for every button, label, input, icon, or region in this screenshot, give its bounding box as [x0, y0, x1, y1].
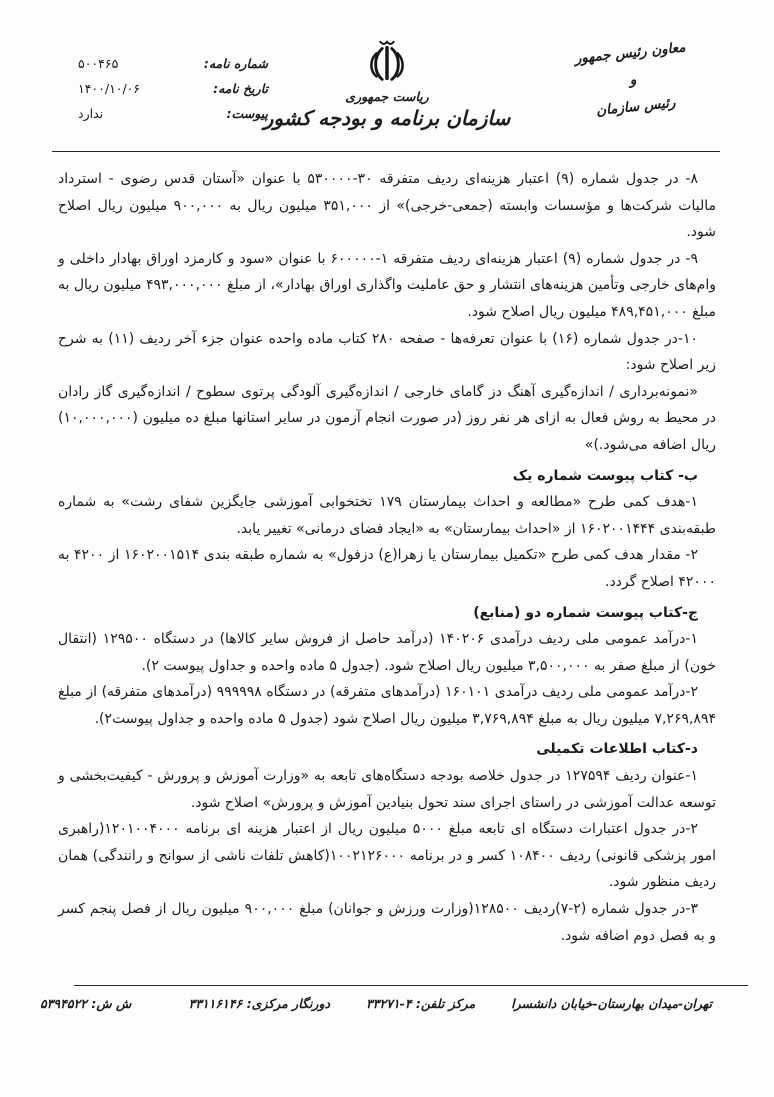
letter-attachment-row [78, 106, 268, 121]
letter-date-label: تاریخ نامه: [213, 81, 268, 96]
organization-name: سازمان برنامه و بودجه کشور [263, 106, 511, 130]
official-title-line: معاون رئیس جمهور [574, 39, 687, 67]
body-paragraph: ۱-درآمد عمومی ملی ردیف درآمدی ۱۴۰۲۰۶ (درآمد حاصل از فروش سایر کالاها) در دستگاه ۱۲۹۵۰۰ (انتقال خون) از مبلغ صفر به ۳,۵۰۰,۰۰۰ میلیون ریال اصلاح شود. (جدول ۵ ماده واحده و جداول پیوست ۲). [58, 631, 716, 674]
letter-date-value: ۱۴۰۰/۱۰/۰۶ [78, 81, 141, 96]
official-title-line: رئیس سازمان [595, 94, 677, 119]
letter-attachment-value: ندارد [78, 106, 104, 121]
body-paragraph: ۲-در جدول اعتبارات دستگاه ای تابعه مبلغ ۵۰۰۰ میلیون ریال از اعتبار هزینه ای برنامه ۱۲۰۱۰۰۴۰۰۰(راهبری امور پزشکی قانونی) ردیف ۱۰۸۴۰۰ کسر و در برنامه ۱۰۰۲۱۲۶۰۰۰(کاهش تلفات ناشی از سوانح و رانندگی) همان ردیف منظور شود. [58, 821, 716, 891]
letter-body [58, 166, 716, 949]
footer-address: تهران-میدان بهارستان-خیابان دانشسرا [511, 996, 712, 1011]
letter-attachment-label: پیوست: [226, 106, 268, 121]
body-paragraph: ۹- در جدول شماره (۹) اعتبار هزینه‌ای ردیف متفرقه ۱-۶۰۰۰۰۰ با عنوان «سود و کارمزد اوراق بهادار داخلی و وام‌های خارجی وتأمین هزینه‌های انتشار و حق عاملیت واگذاری اوراق بهادار»، از مبلغ ۴۹۳,۰۰۰,۰۰۰ میلیون ریال به مبلغ ۴۸۹,۴۵۱,۰۰۰ میلیون ریال اصلاح شود. [58, 250, 717, 320]
letterhead-center [257, 36, 517, 130]
iran-emblem-icon [365, 36, 409, 88]
body-paragraph: ۸- در جدول شماره (۹) اعتبار هزینه‌ای ردیف متفرقه ۳۰-۵۳۰۰۰۰ با عنوان «آستان قدس رضوی - استرداد مالیات شرکت‌ها و مؤسسات وابسته (جمعی-خرجی)» از ۳۵۱,۰۰۰ میلیون ریال به ۹۰۰,۰۰۰ میلیون ریال اصلاح شود. [58, 171, 716, 241]
official-title-conjunction: و [628, 71, 638, 89]
letter-meta-block [78, 56, 268, 131]
body-paragraph: ۲-درآمد عمومی ملی ردیف درآمدی ۱۶۰۱۰۱ (درآمدهای متفرقه) در دستگاه ۹۹۹۹۹۸ (درآمدهای متفرقه) از مبلغ ۷,۲۶۹,۸۹۴ میلیون ریال به مبلغ ۳,۷۶۹,۸۹۴ میلیون ریال اصلاح شود (جدول ۵ ماده واحده و جداول پیوست۲). [58, 684, 716, 727]
section-heading-b: ب- کتاب پیوست شماره یک [512, 467, 698, 484]
footer-rule [74, 985, 748, 986]
body-paragraph: ۱۰-در جدول شماره (۱۶) با عنوان تعرفه‌ها - صفحه ۲۸۰ کتاب ماده واحده عنوان جزء آخر ردیف (۱۱) به شرح زیر اصلاح شود: [58, 330, 716, 374]
body-paragraph: ۱-هدف کمی طرح «مطالعه و احداث بیمارستان ۱۷۹ تختخوابی آموزشی جایگزین شفای رشت» به شماره طبقه‌بندی ۱۶۰۲۰۰۱۴۴۴ از «احداث بیمارستان» به «ایجاد فضای درمانی» تغییر یابد. [58, 494, 716, 537]
footer-registry-number: ش ش: ۵۳۹۴۵۲۲ [40, 996, 132, 1011]
presidency-label: ریاست جمهوری [345, 89, 429, 104]
body-paragraph-quote: «نمونه‌برداری / اندازه‌گیری آهنگ دز گامای خارجی / اندازه‌گیری آلودگی پرتوی سطوح / اندازه‌گیری گاز رادان در محیط به روش فعال به ازای هر نفر روز (در صورت انجام آزمون در سایر استانها مبلغ ده میلیون (۱۰,۰۰۰,۰۰۰) ریال اضافه می‌شود.)» [58, 383, 716, 453]
body-paragraph: ۲- مقدار هدف کمی طرح «تکمیل بیمارستان یا زهرا(ع) دزفول» به شماره طبقه بندی ۱۶۰۲۰۰۱۵۱۴ از ۴۲۰۰ به ۴۲۰۰۰ اصلاح گردد. [58, 547, 716, 590]
letter-number-row [78, 56, 268, 71]
body-paragraph: ۳-در جدول شماره (۲-۷)ردیف ۱۲۸۵۰۰(وزارت ورزش و جوانان) مبلغ ۹۰۰,۰۰۰ میلیون ریال از فصل پنجم کسر و به فصل دوم اضافه شود. [58, 901, 716, 944]
officials-title-block [544, 31, 722, 129]
section-heading-d: د-کتاب اطلاعات تکمیلی [536, 741, 698, 758]
footer-phone: مرکز تلفن: ۴-۳۳۲۷۱ [366, 996, 476, 1011]
footer-fax: دورنگار مرکزی: ۳۳۱۱۶۱۴۶ [188, 996, 331, 1011]
letter-date-row [78, 81, 268, 96]
header-rule [52, 151, 720, 152]
letter-number-label: شماره نامه: [203, 56, 268, 71]
letter-footer [40, 996, 712, 1011]
body-paragraph: ۱-عنوان ردیف ۱۲۷۵۹۴ در جدول خلاصه بودجه دستگاه‌های تابعه به «وزارت آموزش و پرورش - کیفیت‌بخشی و توسعه عدالت آموزشی در راستای اجرای سند تحول بنیادین آموزش و پرورش» اصلاح شود. [58, 768, 716, 811]
letter-number-value: ۵۰۰۴۶۵ [78, 56, 119, 71]
section-heading-j: ج-کتاب پیوست شماره دو (منابع) [473, 604, 698, 621]
